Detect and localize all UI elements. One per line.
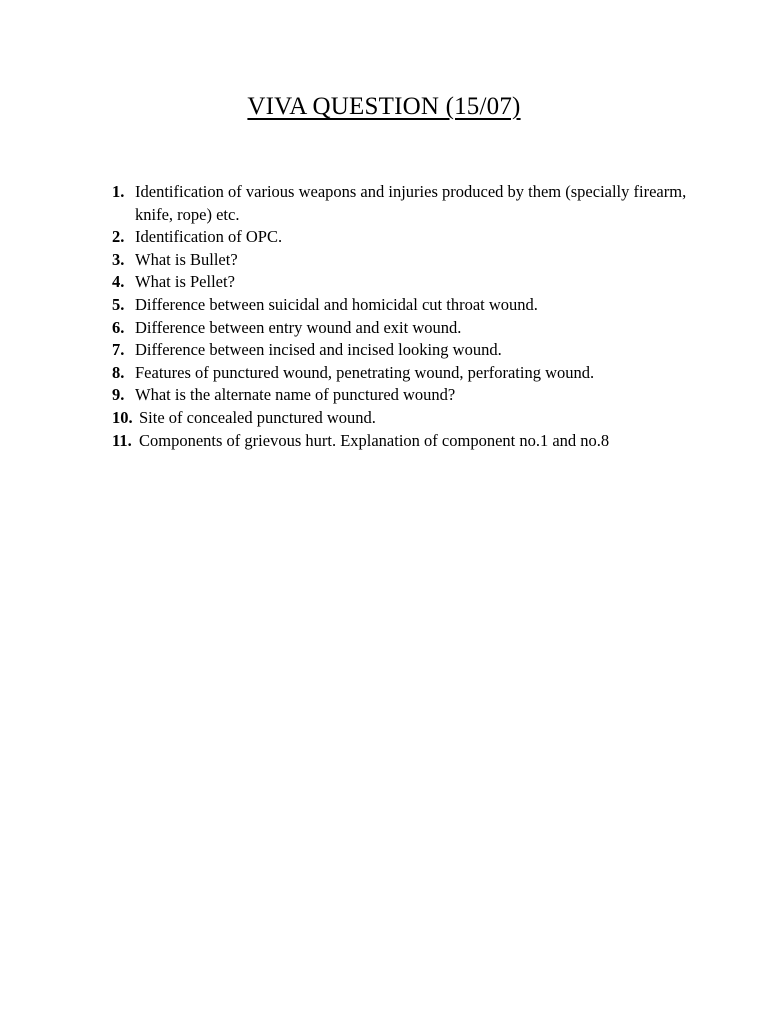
list-item <box>112 430 692 453</box>
question-number: 8. <box>112 362 125 382</box>
question-text: What is the alternate name of punctured wound? <box>135 385 456 405</box>
question-text: What is Bullet? <box>135 249 238 269</box>
question-number: 7. <box>112 340 125 360</box>
question-text: Identification of OPC. <box>135 227 283 247</box>
question-number: 4. <box>112 272 125 292</box>
question-text: Features of punctured wound, penetrating wound, perforating wound. <box>135 362 595 382</box>
question-text: What is Pellet? <box>135 272 235 292</box>
question-number: 10. <box>112 407 133 427</box>
list-item <box>112 407 692 430</box>
question-text: Difference between suicidal and homicidal cut throat wound. <box>135 294 538 314</box>
question-text: Identification of various weapons and injuries produced by them (specially firearm, knife, rope) etc. <box>135 182 687 224</box>
question-text: Difference between incised and incised looking wound. <box>135 340 502 360</box>
list-item <box>112 317 692 340</box>
list-item <box>112 339 692 362</box>
question-number: 6. <box>112 317 125 337</box>
question-number: 3. <box>112 249 125 269</box>
document-title: VIVA QUESTION (15/07) <box>247 93 521 120</box>
question-number: 5. <box>112 294 125 314</box>
list-item <box>112 271 692 294</box>
list-item <box>112 249 692 272</box>
question-number: 9. <box>112 385 125 405</box>
question-number: 11. <box>112 430 132 450</box>
question-number: 2. <box>112 227 125 247</box>
question-text: Components of grievous hurt. Explanation of component no.1 and no.8 <box>139 430 610 450</box>
list-item <box>112 226 692 249</box>
question-text: Site of concealed punctured wound. <box>139 407 376 427</box>
list-item <box>112 384 692 407</box>
list-item <box>112 362 692 385</box>
list-item <box>112 294 692 317</box>
question-text: Difference between entry wound and exit wound. <box>135 317 462 337</box>
question-list <box>112 181 692 452</box>
list-item <box>112 181 692 226</box>
question-number: 1. <box>112 182 125 201</box>
